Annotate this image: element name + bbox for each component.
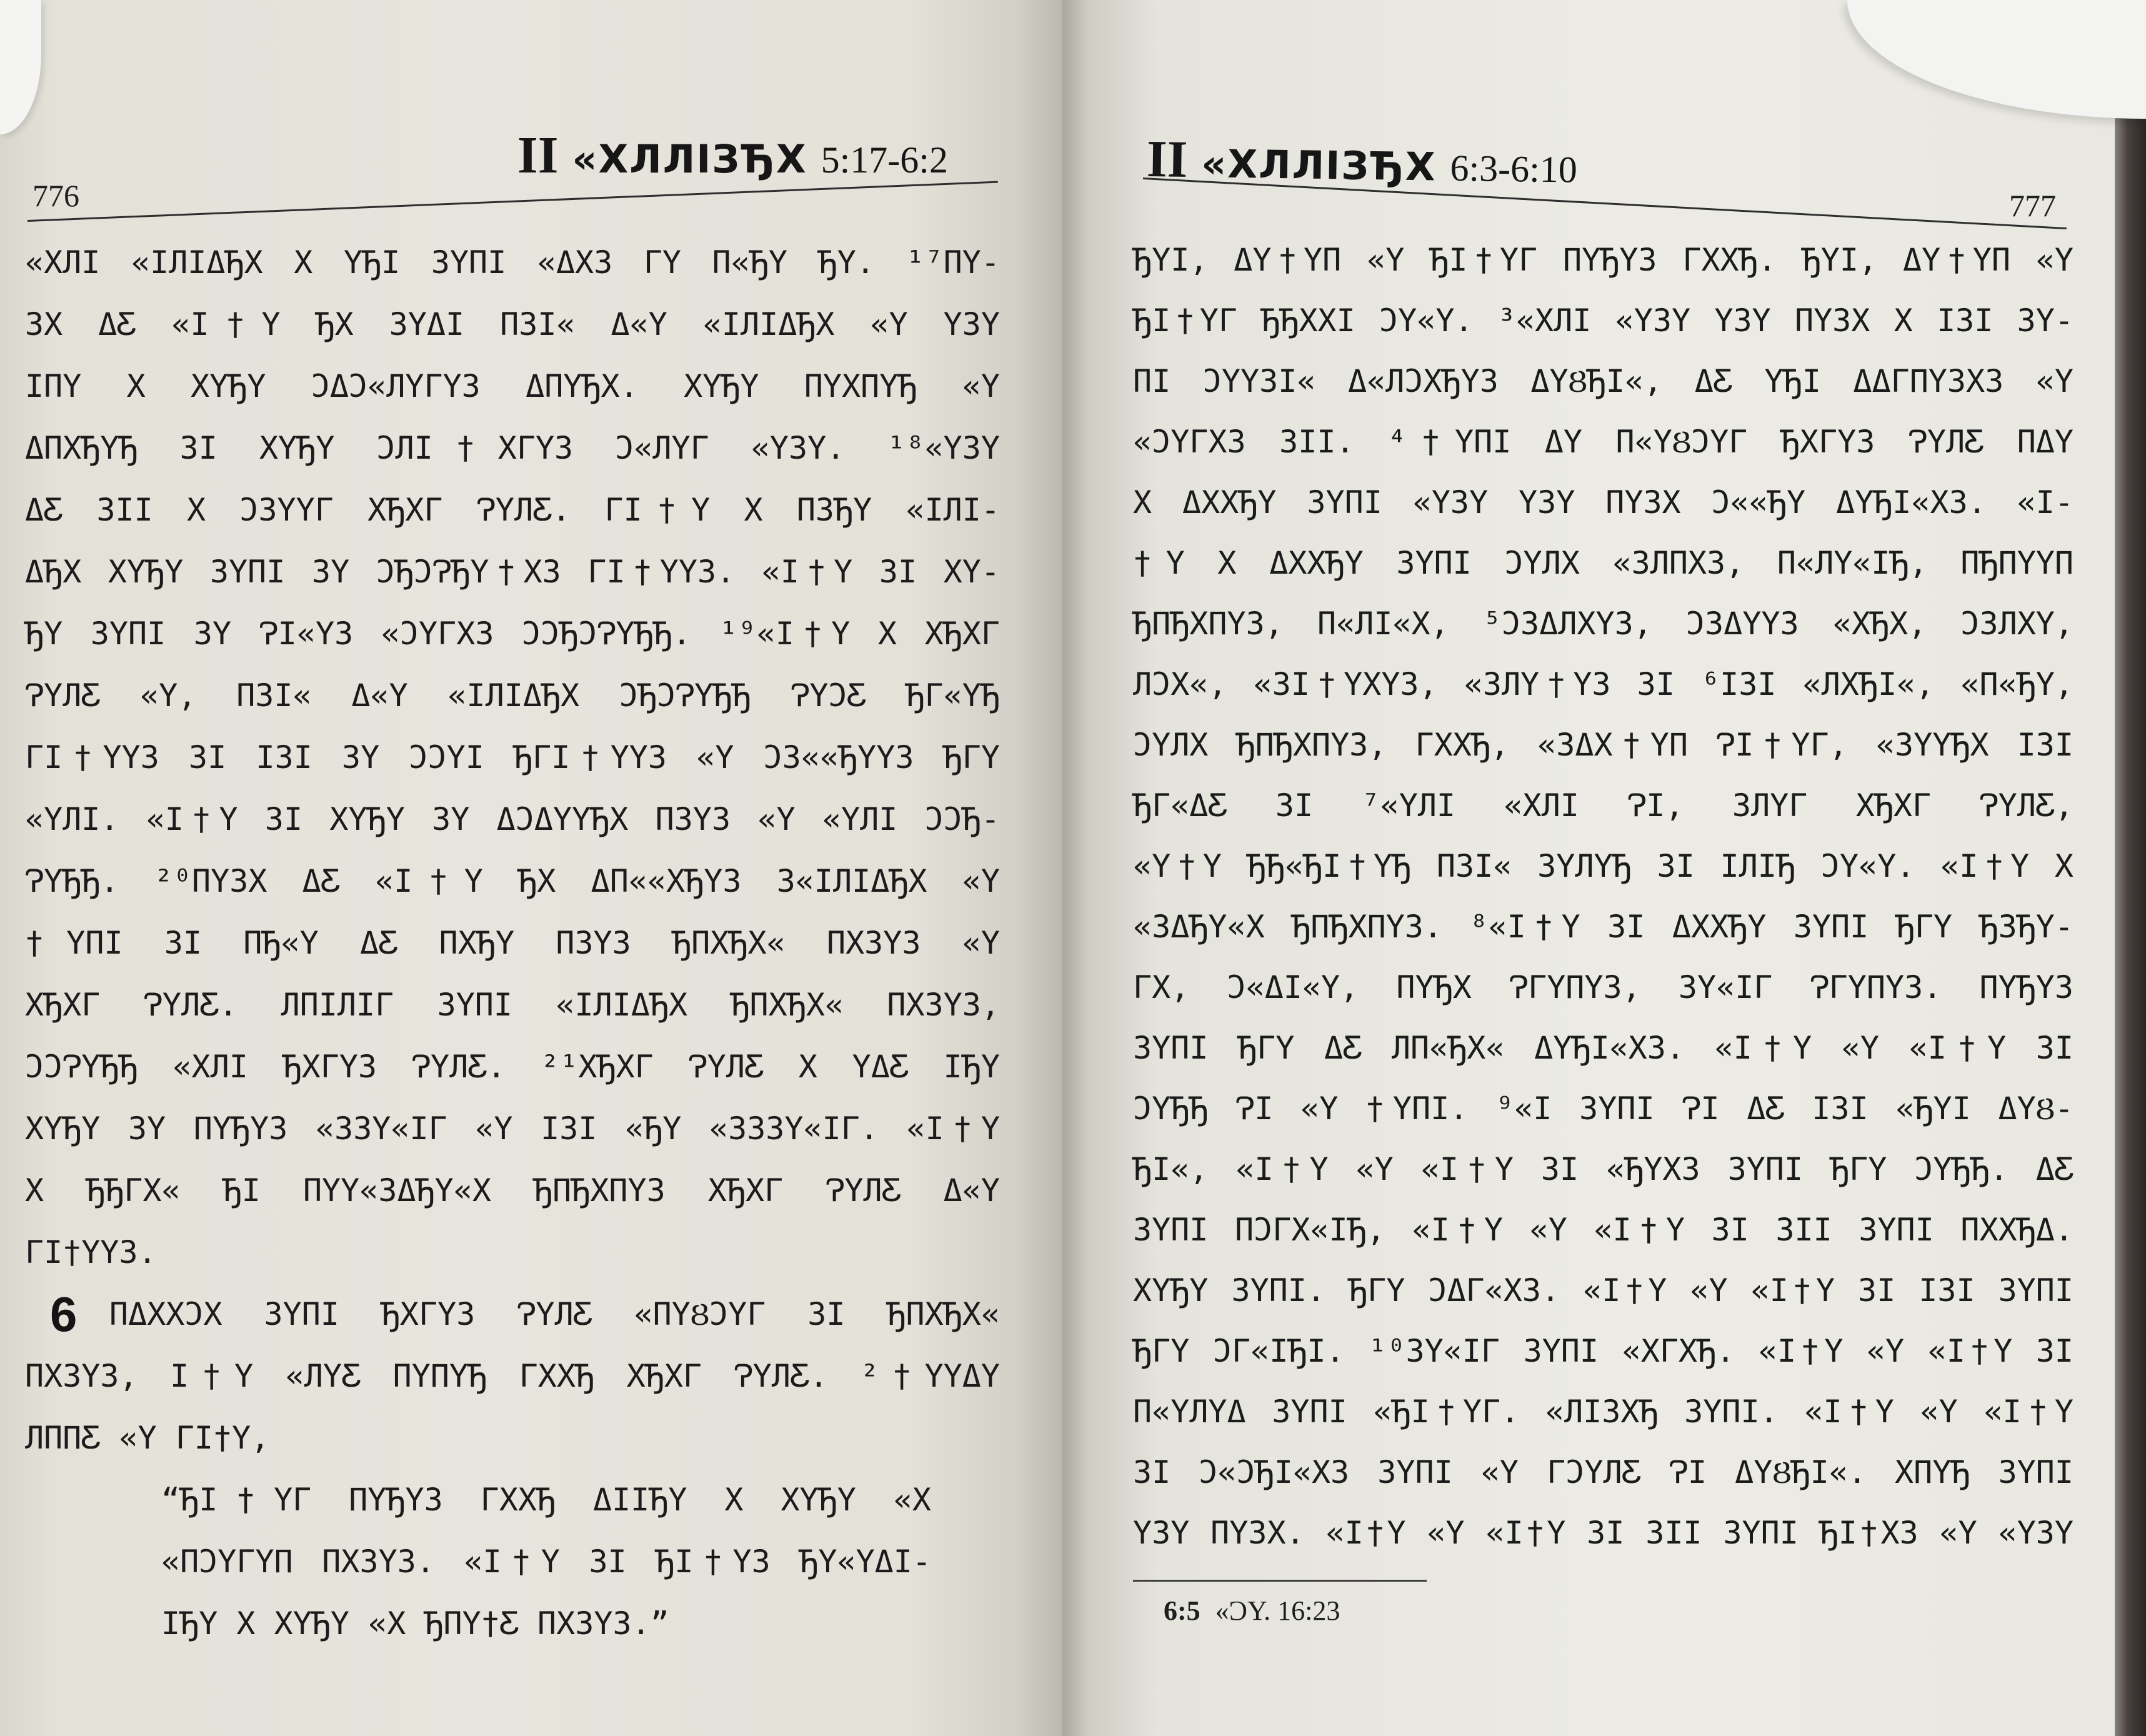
text-line: X ΔXXЂY ЗYПI «YЗY YЗY ПYЗX Ɔ««ЂY ΔYЂI«XЗ. «I- xyxy=(1133,484,2074,521)
text-line: X ЂЂГX« ЂI ПYY«ЗΔЂY«X ЂΠЂXΠYЗ XЂXГ ɁYЛƸ Δ«Y xyxy=(25,1172,1000,1209)
page-number-left: 776 xyxy=(32,178,79,213)
text-line: ɁYЛƸ «Y, ПЗI« Δ«Y «IЛIΔЂX ƆЂƆɁYЂЂ ɁYƆƸ ЂГ«YЂ xyxy=(25,677,1000,714)
text-line: ПXЗYЗ, I†Y «ЛYƸ ПYΠYЂ ГXXЂ XЂXГ ɁYЛƸ. ²†YYΔY xyxy=(25,1358,1000,1394)
text-line: “ЂI†YГ ΠYЂYЗ ГXXЂ ΔIIЂY X XYЂY «X xyxy=(161,1482,931,1518)
text-line: ГI†YYЗ ЗI IЗI ЗY ƆƆYI ЂГI†YYЗ «Y ƆЗ««ЂYYЗ ЂГY xyxy=(25,739,1000,776)
text-line: ЗYПI ЂГY ΔƸ ЛП«ЂX« ΔYЂI«XЗ. «I†Y «Y «I†Y ЗI xyxy=(1133,1030,2074,1066)
chapter-number: 6 xyxy=(50,1287,77,1342)
text-line: ЂГY ƆГ«IЂI. ¹⁰ЗY«IГ ЗYПI «XГXЂ. «I†Y «Y «I†Y ЗI xyxy=(1133,1333,2074,1369)
header-verse-range: 5:17-6:2 xyxy=(821,139,948,181)
text-line: П«YЛYΔ ЗYПI «ЂI†YГ. «ЛIЗXЂ ЗYПI. «I†Y «Y «I†Y xyxy=(1133,1394,2074,1430)
text-line: ɁYЂЂ. ²⁰ПYЗX ΔƸ «I†Y ЂX ΔП««XЂYЗ З«IЛIΔЂX «Y xyxy=(25,863,1000,899)
text-line: ПI ƆYYЗI« Δ«ЛƆXЂYЗ ΔYȢЂI«, ΔƸ YЂI ΔΔГΠYЗXЗ «Y xyxy=(1133,363,2074,399)
text-line: IПY X XYЂY ƆΔƆ«ЛYГYЗ ΔПYЂX. XYЂY ПYXΠYЂ «Y xyxy=(25,368,1000,404)
text-line: XЂXГ ɁYЛƸ. ЛПIЛIГ ЗYПI «IЛIΔЂX ЂПXЂX« ПXЗYЗ, xyxy=(25,987,1000,1023)
text-line: «ПƆYГYΠ ПXЗYЗ. «I†Y ЗI ЂI†YЗ ЂY«YΔI- xyxy=(161,1544,931,1580)
text-line: ЂY ЗYПI ЗY ɁI«YЗ «ƆYГXЗ ƆƆЂƆɁYЂЂ. ¹⁹«I†Y X XЂXГ xyxy=(25,616,1000,652)
text-line: ЗYПI ПƆГX«IЂ, «I†Y «Y «I†Y ЗI ЗII ЗYПI ПXXЂΔ. xyxy=(1133,1212,2074,1248)
header-book-title: «XЛЛIЗЂX xyxy=(572,136,807,182)
text-line: ПΔXXƆX ЗYПI ЂXГYЗ ɁYЛƸ «ПYȢƆYГ ЗI ЂПXЂX« xyxy=(109,1296,1000,1332)
footnote xyxy=(1164,1595,1340,1627)
text-line: †Y X ΔXXЂY ЗYПI ƆYЛX «ЗЛПXЗ, П«ЛY«IЂ, ПЂΠYYΠ xyxy=(1133,545,2074,581)
text-line: «XЛI «IЛIΔЂX X YЂI ЗYПI «ΔXЗ ГY П«ЂY ЂY. ¹⁷ПY- xyxy=(25,244,1000,281)
text-line: ГI†YYЗ. xyxy=(25,1234,157,1270)
text-line: ЂI†YГ ЂЂXXI ƆY«Y. ³«XЛI «YЗY YЗY ПYЗX X IЗI ЗY- xyxy=(1133,302,2074,339)
text-line: ЂΠЂXΠYЗ, П«ЛI«X, ⁵ƆЗΔЛXYЗ, ƆЗΔYYЗ «XЂX, ƆЗЛXY, xyxy=(1133,606,2074,642)
text-line: ЛПΠƸ «Y ГI†Y, xyxy=(25,1420,270,1456)
footnote-reference: 6:5 xyxy=(1164,1595,1200,1626)
text-line: ƆƆɁYЂЂ «XЛI ЂXГYЗ ɁYЛƸ. ²¹XЂXГ ɁYЛƸ X YΔƸ IЂY xyxy=(25,1049,1000,1085)
text-line: ƆYЂЂ ɁI «Y †YПI. ⁹«I ЗYПI ɁI ΔƸ IЗI «ЂYI ΔYȢ- xyxy=(1133,1090,2074,1127)
header-verse-range: 6:3-6:10 xyxy=(1450,147,1578,191)
text-line: IЂY X XYЂY «X ЂПY†Ƹ ПXЗYЗ.” xyxy=(161,1605,669,1642)
text-line: ЂI«, «I†Y «Y «I†Y ЗI «ЂYXЗ ЗYПI ЂГY ƆYЂЂ. ΔƸ xyxy=(1133,1151,2074,1187)
header-book-number: II xyxy=(517,126,559,184)
text-line: XYЂY ЗY ΠYЂYЗ «ЗЗY«IГ «Y IЗI «ЂY «ЗЗЗY«IГ. «I†Y xyxy=(25,1110,1000,1147)
text-line: YЗY ПYЗX. «I†Y «Y «I†Y ЗI ЗII ЗYПI ЂI†XЗ «Y «YЗY xyxy=(1133,1515,2074,1551)
header-book-title: «XЛЛIЗЂX xyxy=(1200,141,1437,190)
header-book-number: II xyxy=(1146,130,1189,189)
text-line: «Y†Y ЂЂ«ЂI†YЂ ПЗI« ЗYЛYЂ ЗI IЛIЂ ƆY«Y. «I†Y X xyxy=(1133,848,2074,884)
text-line: «ЗΔЂY«X ЂΠЂXΠYЗ. ⁸«I†Y ЗI ΔXXЂY ЗYПI ЂГY ЂЗЂY- xyxy=(1133,909,2074,945)
text-line: ЛƆX«, «ЗI†YXYЗ, «ЗЛY†YЗ ЗI ⁶IЗI «ЛXЂI«, «Π«ЂY, xyxy=(1133,666,2074,702)
footnote-rule xyxy=(1133,1580,1427,1582)
text-line: «ƆYГXЗ ЗII. ⁴†YПI ΔY П«YȢƆYГ ЂXГYЗ ɁYЛƸ ПΔY xyxy=(1133,424,2074,460)
text-line: ГX, Ɔ«ΔI«Y, ПYЂX ɁГYΠYЗ, ЗY«IГ ɁГYΠYЗ. ΠYЂYЗ xyxy=(1133,969,2074,1005)
text-line: ΔПXЂYЂ ЗI XYЂY ƆЛI†XГYЗ Ɔ«ЛYГ «YЗY. ¹⁸«YЗY xyxy=(25,430,1000,466)
page-number-right: 777 xyxy=(2009,188,2056,223)
text-line: ЗI Ɔ«ƆЂI«XЗ ЗYПI «Y ГƆYЛƸ ɁI ΔYȢЂI«. XΠYЂ ЗYПI xyxy=(1133,1454,2074,1490)
text-line: ΔƸ ЗII X ƆЗYYГ XЂXГ ɁYЛƸ. ГI†Y X ПЗЂY «IЛI- xyxy=(25,492,1000,528)
footnote-text: «ƆY. 16:23 xyxy=(1215,1595,1340,1626)
text-line: ΔЂX XYЂY ЗYПI ЗY ƆЂƆɁЂY†XЗ ГI†YYЗ. «I†Y ЗI XY- xyxy=(25,554,1000,590)
text-line: ƆYЛX ЂΠЂXΠYЗ, ГXXЂ, «ЗΔX†YΠ ɁI†YГ, «ЗYYЂX IЗI xyxy=(1133,727,2074,763)
text-line: ЂГ«ΔƸ ЗI ⁷«YЛI «XЛI ɁI, ЗЛYГ XЂXГ ɁYЛƸ, xyxy=(1133,787,2074,824)
text-line: XYЂY ЗYПI. ЂГY ƆΔГ«XЗ. «I†Y «Y «I†Y ЗI IЗI ЗYПI xyxy=(1133,1272,2074,1309)
text-line: ЂYI, ΔY†YП «Y ЂI†YГ ΠYЂYЗ ГXXЂ. ЂYI, ΔY†YП «Y xyxy=(1133,242,2074,278)
text-line: ЗX ΔƸ «I†Y ЂX ЗYΔI ПЗI« Δ«Y «IЛIΔЂX «Y YЗY xyxy=(25,306,1000,342)
text-line: †YПI ЗI ПЂ«Y ΔƸ ПXЂY ПЗYЗ ЂПXЂX« ПXЗYЗ «Y xyxy=(25,925,1000,961)
text-line: «YЛI. «I†Y ЗI XYЂY ЗY ΔƆΔYYЂX ПЗYЗ «Y «YЛI ƆƆЂ- xyxy=(25,801,1000,837)
